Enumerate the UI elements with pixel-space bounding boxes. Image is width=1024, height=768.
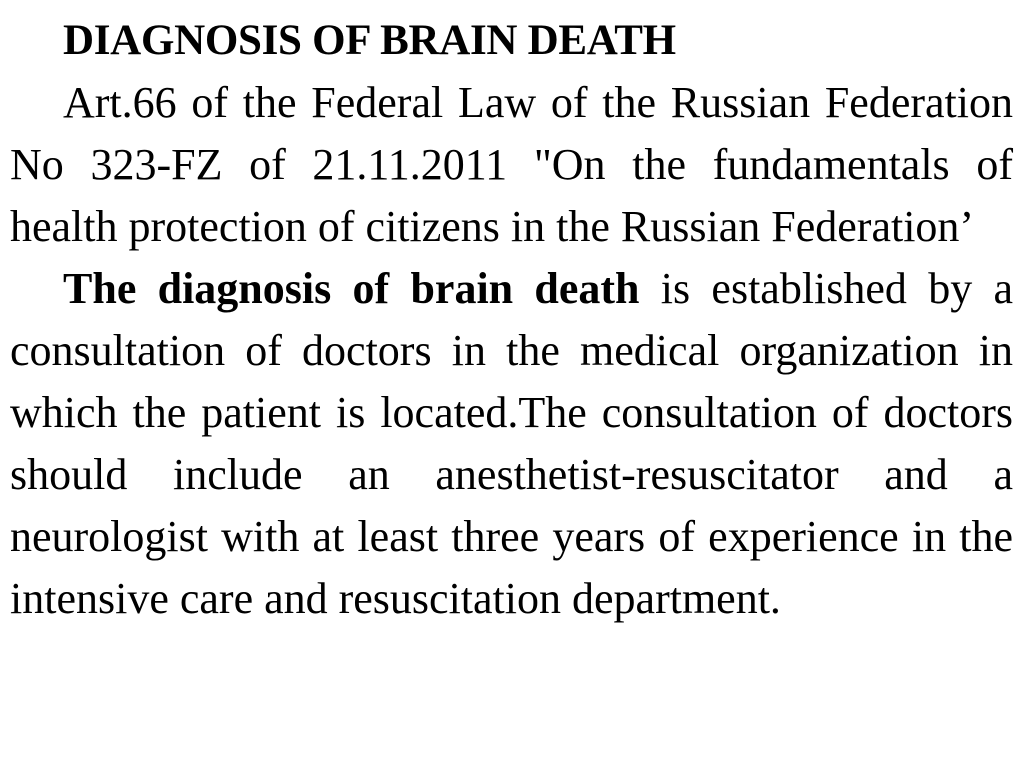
- document-page: [10, 10, 1013, 630]
- document-title: DIAGNOSIS OF BRAIN DEATH: [63, 17, 676, 64]
- definition-paragraph: [10, 258, 1013, 630]
- definition-term: The diagnosis of brain death: [63, 264, 640, 313]
- definition-text: is established by a consultation of doctors in the medical organization in which the patient is located.The consultation of doctors should include an anesthetist-resuscitator and a neurologist with at least three years of experience in the intensive care and resuscitation department.: [10, 264, 1013, 623]
- law-reference-paragraph: Art.66 of the Federal Law of the Russian Federation No 323-FZ of 21.11.2011 "On the fundamentals of health protection of citizens in the Russian Federation’: [10, 78, 1013, 251]
